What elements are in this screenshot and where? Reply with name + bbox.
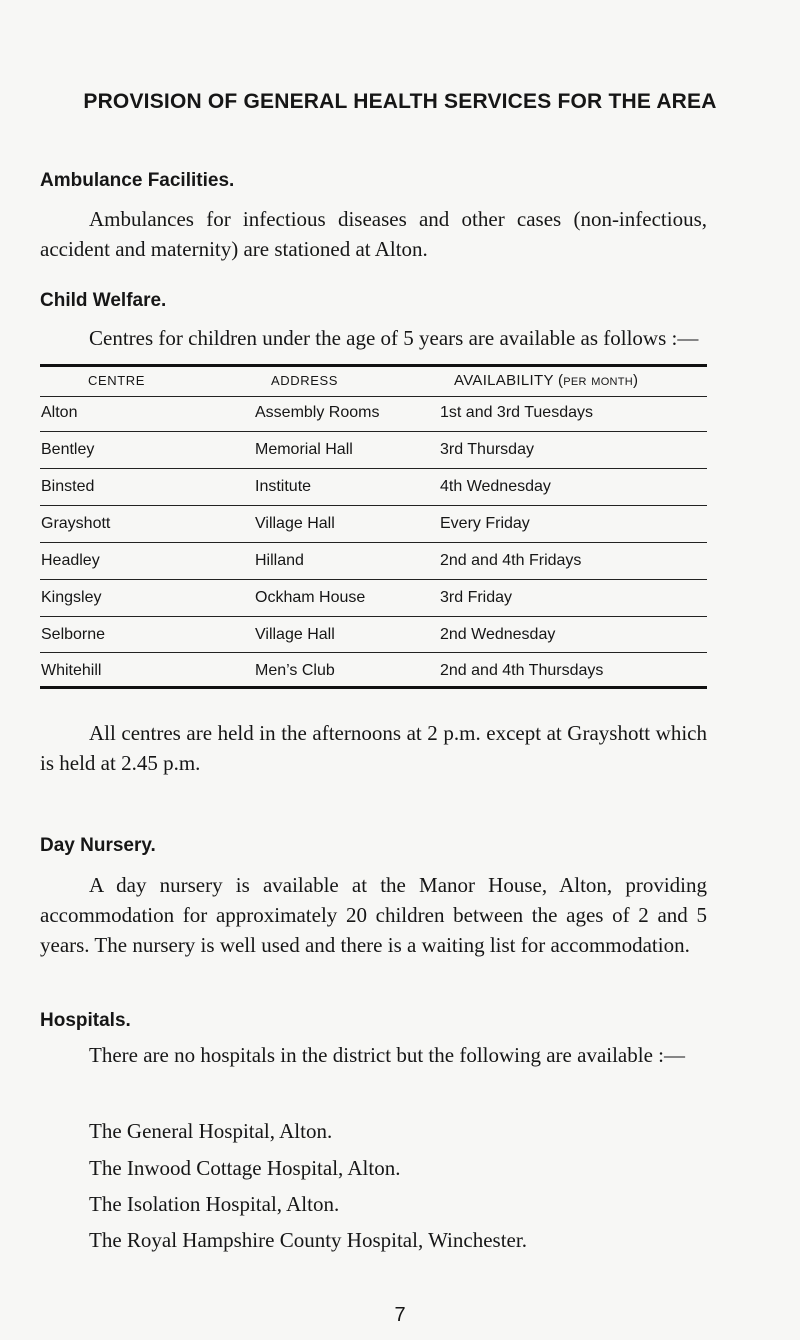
table-cell-centre: Grayshott xyxy=(41,515,111,532)
table-cell-availability: 3rd Friday xyxy=(440,589,513,606)
table-cell-availability: 4th Wednesday xyxy=(440,478,551,495)
table-cell-centre: Selborne xyxy=(41,626,106,643)
table-cell-availability: 1st and 3rd Tuesdays xyxy=(440,404,593,421)
table-header-address: ADDRESS xyxy=(271,373,339,388)
table-header-availability: AVAILABILITY (per month) xyxy=(454,372,639,389)
hospitals-heading: Hospitals. xyxy=(40,1010,131,1031)
table-row-rule xyxy=(40,468,707,469)
table-cell-availability: Every Friday xyxy=(440,515,530,532)
table-cell-address: Hilland xyxy=(255,552,304,569)
day-nursery-paragraph: A day nursery is available at the Manor House, Alton, providing accommodation for approximately 20 children between the ages of 2 and 5 years. The nursery is well used and there is a waiting list for accommodation. xyxy=(40,873,707,957)
table-row-rule xyxy=(40,431,707,432)
table-cell-address: Men’s Club xyxy=(255,662,335,679)
table-cell-availability: 2nd and 4th Thursdays xyxy=(440,662,604,679)
table-cell-centre: Bentley xyxy=(41,441,95,458)
table-cell-centre: Alton xyxy=(41,404,78,421)
table-cell-availability: 3rd Thursday xyxy=(440,441,534,458)
table-bottom-rule xyxy=(40,686,707,689)
list-item: The Inwood Cottage Hospital, Alton. xyxy=(89,1156,401,1180)
table-cell-address: Village Hall xyxy=(255,626,335,643)
page-number: 7 xyxy=(394,1304,406,1326)
table-cell-availability: 2nd and 4th Fridays xyxy=(440,552,582,569)
ambulance-paragraph: Ambulances for infectious diseases and other cases (non-infectious, accident and maternity) are stationed at Alton. xyxy=(40,207,707,261)
page-title: PROVISION OF GENERAL HEALTH SERVICES FOR THE AREA xyxy=(83,90,717,113)
list-item: The Royal Hampshire County Hospital, Winchester. xyxy=(89,1228,527,1252)
table-cell-address: Assembly Rooms xyxy=(255,404,380,421)
list-item: The Isolation Hospital, Alton. xyxy=(89,1192,340,1216)
table-cell-address: Memorial Hall xyxy=(255,441,353,458)
table-row-rule xyxy=(40,505,707,506)
child-welfare-paragraph: Centres for children under the age of 5 years are available as follows :— xyxy=(89,326,699,350)
table-cell-address: Ockham House xyxy=(255,589,366,606)
table-top-rule xyxy=(40,364,707,367)
day-nursery-heading: Day Nursery. xyxy=(40,835,156,856)
table-cell-centre: Headley xyxy=(41,552,100,569)
table-row-rule xyxy=(40,579,707,580)
child-welfare-heading: Child Welfare. xyxy=(40,290,167,311)
child-welfare-note: All centres are held in the afternoons at 2 p.m. except at Grayshott which is held at 2.45 p.m. xyxy=(40,721,707,775)
table-header-rule xyxy=(40,396,707,397)
hospitals-paragraph: There are no hospitals in the district but the following are available :— xyxy=(89,1043,685,1067)
table-cell-centre: Whitehill xyxy=(41,662,102,679)
table-header-centre: CENTRE xyxy=(88,373,146,388)
ambulance-heading: Ambulance Facilities. xyxy=(40,170,235,191)
table-cell-address: Village Hall xyxy=(255,515,335,532)
table-row-rule xyxy=(40,652,707,653)
table-cell-availability: 2nd Wednesday xyxy=(440,626,556,643)
list-item: The General Hospital, Alton. xyxy=(89,1119,333,1143)
table-cell-centre: Kingsley xyxy=(41,589,102,606)
table-row-rule xyxy=(40,542,707,543)
table-cell-centre: Binsted xyxy=(41,478,95,495)
table-cell-address: Institute xyxy=(255,478,312,495)
table-row-rule xyxy=(40,616,707,617)
